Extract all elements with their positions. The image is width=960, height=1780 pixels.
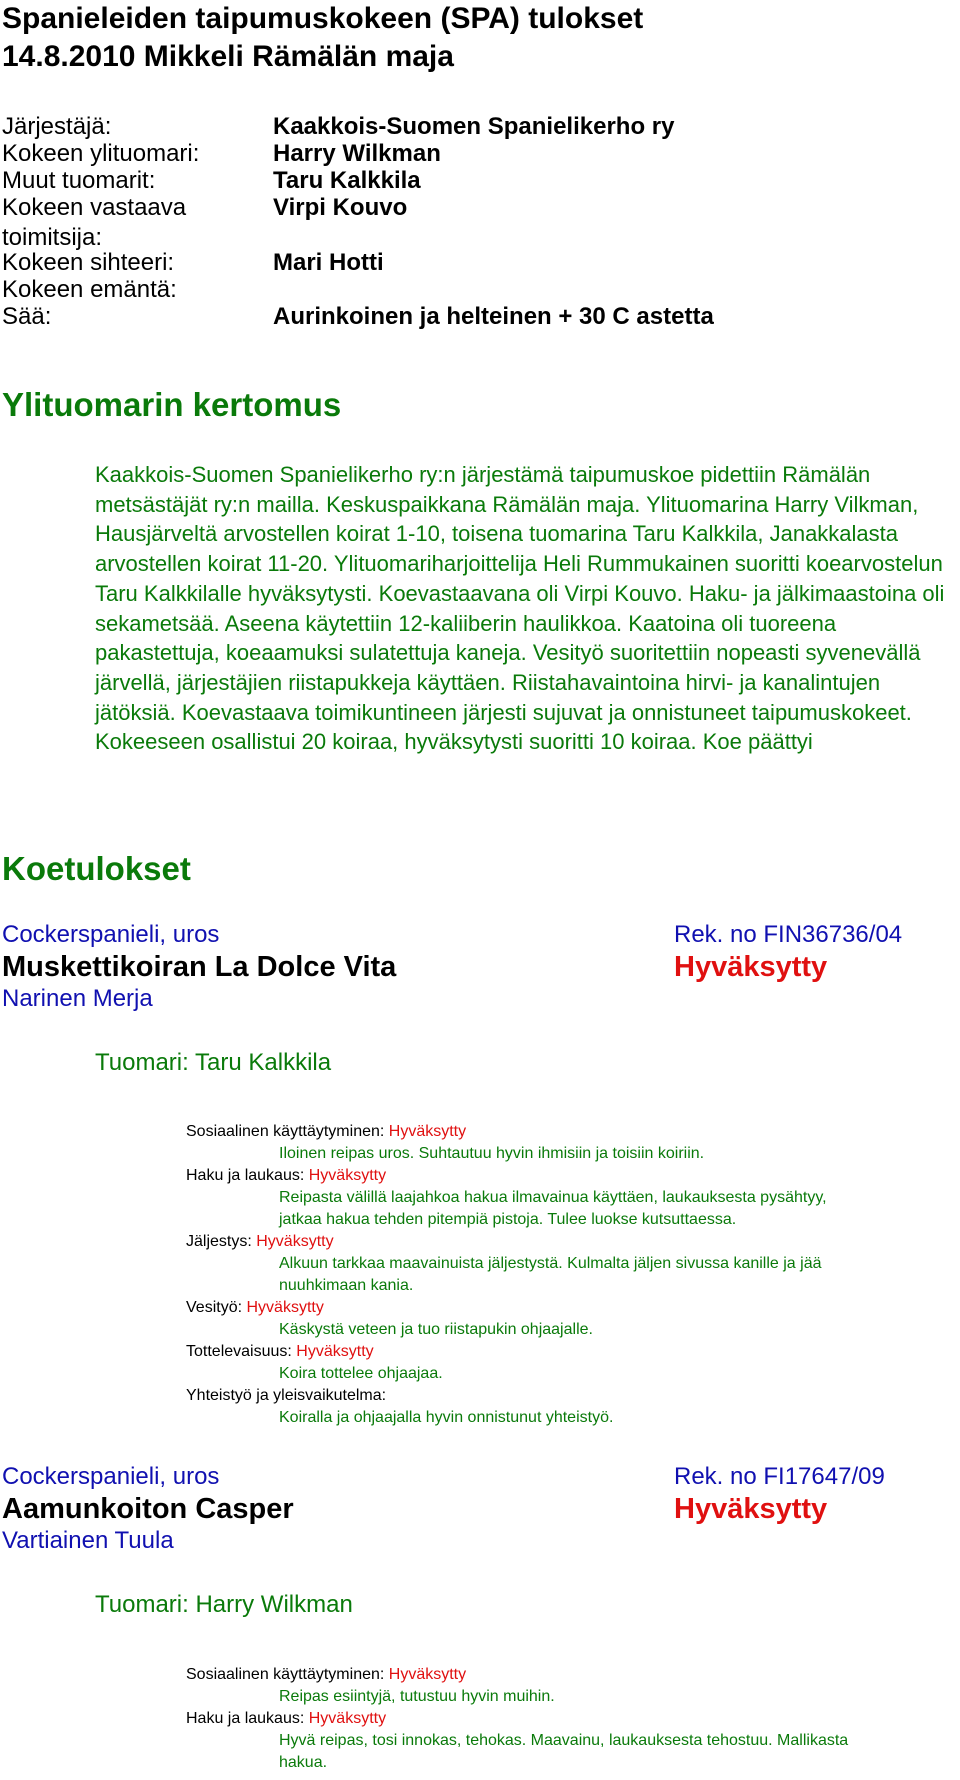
info-label-weather: Sää: <box>2 303 52 330</box>
info-label-organizer: Järjestäjä: <box>2 113 112 140</box>
criterion-text: Reipas esiintyjä, tutustuu hyvin muihin. <box>279 1688 555 1705</box>
criterion-label: Sosiaalinen käyttäytyminen: Hyväksytty <box>186 1123 467 1140</box>
criterion-label: Yhteistyö ja yleisvaikutelma: <box>186 1387 387 1404</box>
criterion-label: Haku ja laukaus: Hyväksytty <box>186 1167 387 1184</box>
dog-result: Hyväksytty <box>674 1493 828 1525</box>
dog-judge: Tuomari: Harry Wilkman <box>95 1591 353 1618</box>
criterion-label: Jäljestys: Hyväksytty <box>186 1233 334 1250</box>
criterion-text: Hyvä reipas, tosi innokas, tehokas. Maavainu, laukauksesta tehostuu. Mallikasta hakua. <box>279 1732 849 1771</box>
dog-owner: Vartiainen Tuula <box>2 1527 174 1554</box>
dog-name: Aamunkoiton Casper <box>2 1493 294 1525</box>
dog-criteria <box>186 1664 946 1774</box>
report-text: Kaakkois-Suomen Spanielikerho ry:n järjestämä taipumuskoe pidettiin Rämälän metsästäjät ry:n mailla. Keskuspaikkana Rämälän maja. Ylituomarina Harry Vilkman, Hausjärveltä arvostellen koirat 1-10, toisena tuomarina Taru Kalkkila, Janakkalasta arvostellen koirat 11-20. Ylituomariharjoittelija Heli Rummukainen suoritti koearvostelun Taru Kalkkilalle hyväksytysti. Koevastaavana oli Virpi Kouvo. Haku- ja jälkimaastoina oli sekametsää. Aseena käytettiin 12-kaliiberin haulikkoa. Kaatoina oli tuoreena pakastettuja, koeaamuksi sulatettuja kaneja. Vesityö suoritettiin nopeasti syvenevällä järvellä, järjestäjien riistapukkeja käyttäen. Riistahavaintoina hirvi- ja kanalintujen jätöksiä. Koevastaava toimikuntineen järjesti sujuvat ja onnistuneet taipumuskokeet. Kokeeseen osallistui 20 koiraa, hyväksytysti suoritti 10 koiraa. Koe päättyi <box>95 462 945 755</box>
page-title <box>2 0 643 76</box>
report-heading: Ylituomarin kertomus <box>2 386 342 423</box>
dog-registration: Rek. no FIN36736/04 <box>674 921 903 948</box>
info-value-weather: Aurinkoinen ja helteinen + 30 C astetta <box>273 303 714 330</box>
info-label-hostess: Kokeen emäntä: <box>2 276 177 303</box>
criterion-text: Käskystä veteen ja tuo riistapukin ohjaajalle. <box>279 1321 593 1338</box>
title-line-2: 14.8.2010 Mikkeli Rämälän maja <box>2 40 454 73</box>
dog-result: Hyväksytty <box>674 951 828 983</box>
dog-registration: Rek. no FI17647/09 <box>674 1463 885 1490</box>
results-heading: Koetulokset <box>2 850 191 887</box>
criterion-text: Iloinen reipas uros. Suhtautuu hyvin ihmisiin ja toisiin koiriin. <box>279 1145 705 1162</box>
criterion-label: Vesityö: Hyväksytty <box>186 1299 324 1316</box>
info-value-chief-judge: Harry Wilkman <box>273 140 441 167</box>
criterion-text: Alkuun tarkkaa maavainuista jäljestystä. Kulmalta jäljen sivussa kanille ja jää nuuhkimaan kania. <box>279 1255 822 1294</box>
criterion-label: Tottelevaisuus: Hyväksytty <box>186 1343 374 1360</box>
criterion-grade: Hyväksytty <box>308 1167 387 1184</box>
criterion-text: Koiralla ja ohjaajalla hyvin onnistunut yhteistyö. <box>279 1409 614 1426</box>
criterion-grade: Hyväksytty <box>246 1299 324 1316</box>
dog-breed: Cockerspanieli, uros <box>2 921 220 948</box>
dog-judge: Tuomari: Taru Kalkkila <box>95 1049 332 1076</box>
dog-name: Muskettikoiran La Dolce Vita <box>2 951 397 983</box>
criterion-grade: Hyväksytty <box>296 1343 374 1360</box>
info-value-responsible-official: Virpi Kouvo <box>273 194 408 221</box>
info-label-chief-judge: Kokeen ylituomari: <box>2 140 200 167</box>
info-label-other-judges: Muut tuomarit: <box>2 167 156 194</box>
info-label-secretary: Kokeen sihteeri: <box>2 249 175 276</box>
dog-criteria <box>186 1121 946 1429</box>
title-line-1: Spanieleiden taipumuskokeen (SPA) tulokset <box>2 2 644 35</box>
criterion-label: Haku ja laukaus: Hyväksytty <box>186 1710 387 1727</box>
criterion-text: Koira tottelee ohjaajaa. <box>279 1365 443 1382</box>
info-value-organizer: Kaakkois-Suomen Spanielikerho ry <box>273 113 675 140</box>
criterion-label: Sosiaalinen käyttäytyminen: Hyväksytty <box>186 1666 467 1683</box>
info-value-secretary: Mari Hotti <box>273 249 384 276</box>
info-label-responsible-official: Kokeen vastaava toimitsija: <box>2 194 187 251</box>
dog-owner: Narinen Merja <box>2 985 153 1012</box>
info-value-other-judges: Taru Kalkkila <box>273 167 421 194</box>
criterion-grade: Hyväksytty <box>388 1123 467 1140</box>
dog-breed: Cockerspanieli, uros <box>2 1463 220 1490</box>
criterion-grade: Hyväksytty <box>256 1233 334 1250</box>
criterion-text: Reipasta välillä laajahkoa hakua ilmavainua käyttäen, laukauksesta pysähtyy, jatkaa hakua tehden pitempiä pistoja. Tulee luokse kutsuttaessa. <box>279 1189 827 1228</box>
criterion-grade: Hyväksytty <box>308 1710 387 1727</box>
criterion-grade: Hyväksytty <box>388 1666 467 1683</box>
